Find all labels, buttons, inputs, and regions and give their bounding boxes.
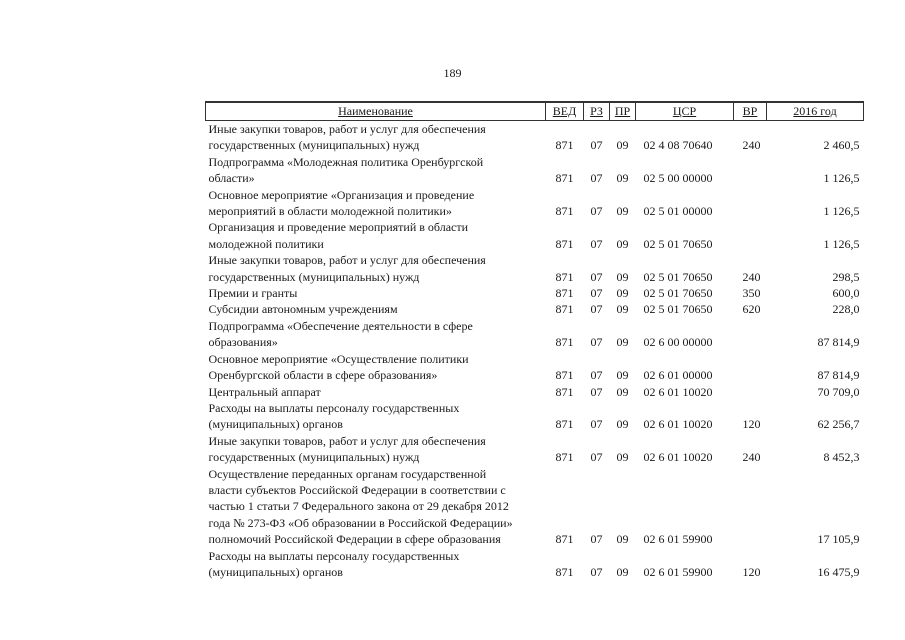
table-row	[206, 433, 864, 466]
header-csr: ЦСР	[636, 102, 734, 121]
row-ved: 871	[555, 204, 574, 219]
row-pr: 09	[616, 204, 629, 219]
row-amount: 298,5	[832, 269, 860, 284]
row-csr: 02 5 01 00000	[643, 204, 713, 219]
row-name-line: Основное мероприятие «Осуществление политики	[208, 351, 469, 366]
row-pr: 09	[616, 450, 629, 465]
row-ved: 871	[555, 286, 574, 301]
row-csr: 02 5 01 70650	[643, 236, 713, 251]
row-csr: 02 4 08 70640	[643, 138, 713, 153]
row-pr: 09	[616, 417, 629, 432]
row-name	[206, 252, 546, 285]
row-name-line: Основное мероприятие «Организация и проведение	[208, 187, 475, 202]
table-row	[206, 187, 864, 220]
table-row	[206, 154, 864, 187]
table-row	[206, 301, 864, 317]
table-body	[206, 121, 864, 581]
table-row	[206, 252, 864, 285]
row-amount: 1 126,5	[823, 204, 860, 219]
row-rz: 07	[590, 171, 603, 186]
row-rz: 07	[590, 368, 603, 383]
row-vr: 240	[742, 269, 761, 284]
table-row	[206, 219, 864, 252]
table-row	[206, 466, 864, 548]
row-name	[206, 154, 546, 187]
row-amount: 62 256,7	[817, 417, 860, 432]
row-name-line: Осуществление переданных органам государственной	[208, 466, 487, 481]
row-amount: 70 709,0	[817, 384, 860, 399]
row-name-line: Иные закупки товаров, работ и услуг для обеспечения	[208, 433, 486, 448]
row-name-line: области»	[208, 171, 255, 186]
row-amount: 87 814,9	[817, 335, 860, 350]
row-rz: 07	[590, 450, 603, 465]
row-amount: 228,0	[832, 302, 860, 317]
table-row	[206, 384, 864, 400]
row-name-line: государственных (муниципальных) нужд	[208, 269, 420, 284]
row-ved: 871	[555, 236, 574, 251]
row-csr: 02 6 01 10020	[643, 417, 713, 432]
row-ved: 871	[555, 171, 574, 186]
row-name	[206, 318, 546, 351]
row-name	[206, 285, 546, 301]
row-name-line: мероприятий в области молодежной политики»	[208, 204, 452, 219]
row-pr: 09	[616, 532, 629, 547]
row-ved: 871	[555, 269, 574, 284]
row-name-line: Центральный аппарат	[208, 384, 321, 399]
row-name-line: государственных (муниципальных) нужд	[208, 138, 420, 153]
row-csr: 02 6 01 59900	[643, 532, 713, 547]
table-row	[206, 400, 864, 433]
row-amount: 8 452,3	[823, 450, 860, 465]
row-csr: 02 5 00 00000	[643, 171, 713, 186]
row-vr	[734, 466, 767, 548]
row-name-line: Расходы на выплаты персоналу государственных	[208, 548, 460, 563]
row-rz: 07	[590, 236, 603, 251]
row-amount: 87 814,9	[817, 368, 860, 383]
row-name-line: (муниципальных) органов	[208, 417, 343, 432]
table-row	[206, 121, 864, 154]
row-name	[206, 301, 546, 317]
header-pr: ПР	[610, 102, 636, 121]
header-ved: ВЕД	[546, 102, 584, 121]
row-name	[206, 466, 546, 548]
row-ved: 871	[555, 564, 574, 579]
row-name	[206, 548, 546, 581]
row-csr: 02 6 01 10020	[643, 450, 713, 465]
row-rz: 07	[590, 269, 603, 284]
row-ved: 871	[555, 302, 574, 317]
row-pr: 09	[616, 368, 629, 383]
page-number: 189	[443, 66, 462, 80]
row-name-line: Организация и проведение мероприятий в области	[208, 220, 469, 235]
row-csr: 02 5 01 70650	[643, 286, 713, 301]
row-pr: 09	[616, 335, 629, 350]
row-pr: 09	[616, 384, 629, 399]
table-header-row	[206, 102, 864, 121]
header-rz: РЗ	[584, 102, 610, 121]
row-pr: 09	[616, 138, 629, 153]
row-rz: 07	[590, 302, 603, 317]
row-pr: 09	[616, 286, 629, 301]
row-name-line: Подпрограмма «Молодежная политика Оренбургской	[208, 154, 484, 169]
row-rz: 07	[590, 417, 603, 432]
row-name-line: Субсидии автономным учреждениям	[208, 302, 398, 317]
row-amount: 16 475,9	[817, 564, 860, 579]
row-name-line: (муниципальных) органов	[208, 564, 343, 579]
row-name	[206, 433, 546, 466]
row-vr: 240	[742, 450, 761, 465]
row-vr: 620	[742, 302, 761, 317]
row-pr: 09	[616, 269, 629, 284]
budget-table	[205, 101, 864, 580]
row-pr: 09	[616, 236, 629, 251]
row-csr: 02 5 01 70650	[643, 302, 713, 317]
row-name-line: полномочий Российской Федерации в сфере образования	[208, 532, 501, 547]
table-row	[206, 351, 864, 384]
row-name	[206, 219, 546, 252]
row-vr	[734, 154, 767, 187]
header-vr: ВР	[734, 102, 767, 121]
row-ved: 871	[555, 450, 574, 465]
row-name-line: частью 1 статьи 7 Федерального закона от 29 декабря 2012	[208, 499, 509, 514]
row-rz: 07	[590, 335, 603, 350]
row-rz: 07	[590, 384, 603, 399]
row-pr: 09	[616, 564, 629, 579]
row-vr: 120	[742, 564, 761, 579]
row-vr: 240	[742, 138, 761, 153]
row-vr	[734, 187, 767, 220]
row-vr	[734, 318, 767, 351]
row-name	[206, 187, 546, 220]
row-rz: 07	[590, 532, 603, 547]
table-row	[206, 285, 864, 301]
row-vr	[734, 384, 767, 400]
table-row	[206, 548, 864, 581]
row-name-line: молодежной политики	[208, 236, 324, 251]
row-name-line: власти субъектов Российской Федерации в соответствии с	[208, 482, 506, 497]
row-name-line: Иные закупки товаров, работ и услуг для обеспечения	[208, 253, 486, 268]
row-csr: 02 5 01 70650	[643, 269, 713, 284]
row-name-line: Иные закупки товаров, работ и услуг для обеспечения	[208, 122, 486, 136]
row-vr: 120	[742, 417, 761, 432]
row-ved: 871	[555, 368, 574, 383]
row-pr: 09	[616, 171, 629, 186]
row-name-line: образования»	[208, 335, 278, 350]
row-ved: 871	[555, 384, 574, 399]
row-name-line: года № 273-ФЗ «Об образовании в Российской Федерации»	[208, 515, 513, 530]
table-row	[206, 318, 864, 351]
row-rz: 07	[590, 138, 603, 153]
row-amount: 2 460,5	[823, 138, 860, 153]
row-amount: 1 126,5	[823, 236, 860, 251]
row-name-line: Премии и гранты	[208, 286, 298, 301]
row-csr: 02 6 01 10020	[643, 384, 713, 399]
row-name	[206, 384, 546, 400]
row-name	[206, 351, 546, 384]
row-ved: 871	[555, 532, 574, 547]
header-name: Наименование	[206, 102, 546, 121]
row-ved: 871	[555, 417, 574, 432]
row-name-line: Расходы на выплаты персоналу государственных	[208, 400, 460, 415]
row-csr: 02 6 01 59900	[643, 564, 713, 579]
row-vr: 350	[742, 286, 761, 301]
row-csr: 02 6 01 00000	[643, 368, 713, 383]
row-amount: 1 126,5	[823, 171, 860, 186]
row-csr: 02 6 00 00000	[643, 335, 713, 350]
row-name	[206, 121, 546, 154]
row-name-line: государственных (муниципальных) нужд	[208, 450, 420, 465]
row-name	[206, 400, 546, 433]
row-pr: 09	[616, 302, 629, 317]
row-rz: 07	[590, 204, 603, 219]
row-name-line: Подпрограмма «Обеспечение деятельности в сфере	[208, 318, 473, 333]
row-vr	[734, 351, 767, 384]
row-amount: 17 105,9	[817, 532, 860, 547]
row-ved: 871	[555, 335, 574, 350]
row-amount: 600,0	[832, 286, 860, 301]
row-rz: 07	[590, 564, 603, 579]
header-year: 2016 год	[767, 102, 864, 121]
row-ved: 871	[555, 138, 574, 153]
row-name-line: Оренбургской области в сфере образования»	[208, 368, 438, 383]
row-rz: 07	[590, 286, 603, 301]
row-vr	[734, 219, 767, 252]
